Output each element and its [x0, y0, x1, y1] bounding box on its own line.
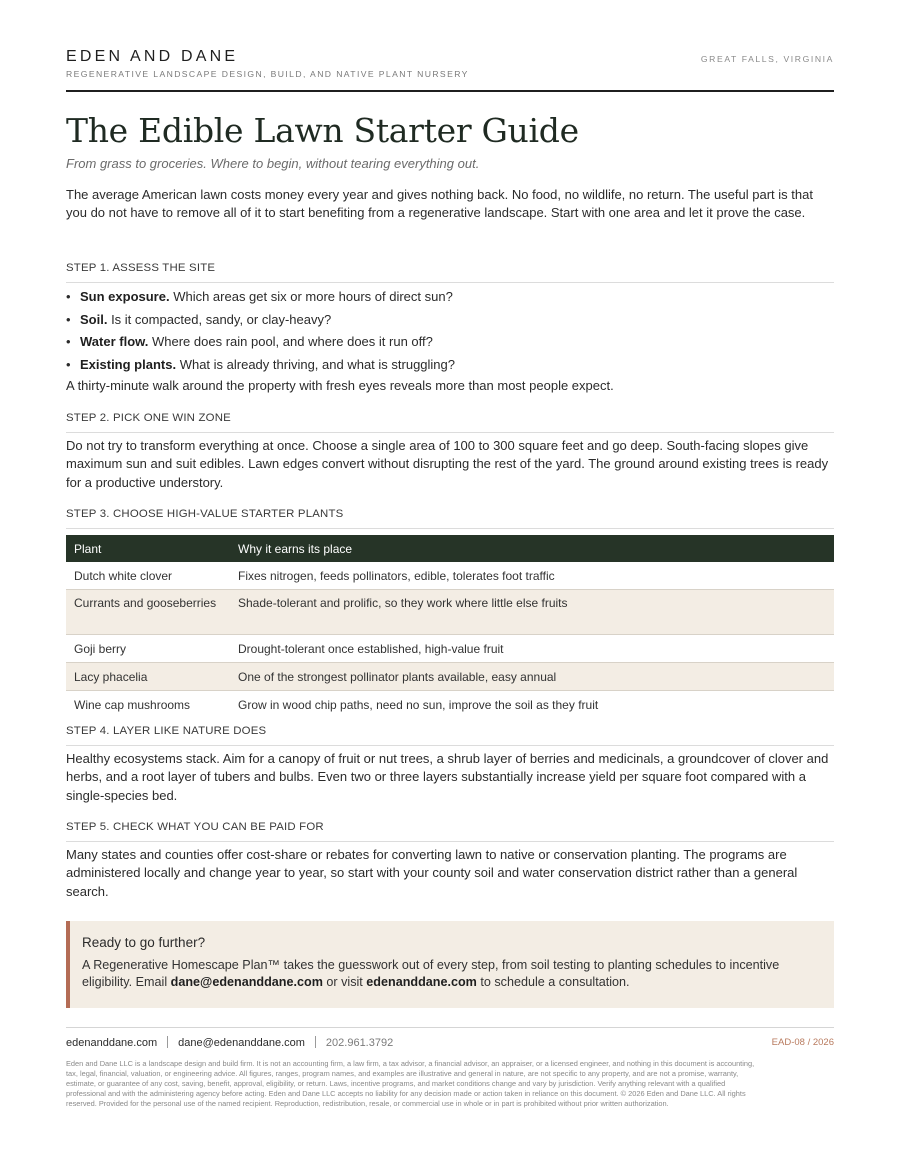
- table-row: [66, 562, 834, 590]
- column-header-plant: Plant: [74, 541, 102, 556]
- step1-note: A thirty-minute walk around the property with fresh eyes reveals more than most people expect.: [66, 378, 614, 393]
- cta-website-link[interactable]: edenanddane.com: [366, 975, 477, 989]
- bullet-term: Soil.: [80, 311, 108, 327]
- footer-divider: [315, 1036, 316, 1048]
- footer-website-link[interactable]: edenanddane.com: [66, 1037, 158, 1049]
- bullet-text: Which areas get six or more hours of direct sun?: [169, 289, 453, 304]
- bullet-term: Existing plants.: [80, 356, 177, 372]
- bullet-text: Where does rain pool, and where does it run off?: [148, 334, 433, 349]
- cta-text-part: to schedule a consultation.: [476, 975, 630, 989]
- bullet-icon: •: [66, 356, 71, 372]
- site-assessment-list: [66, 288, 834, 378]
- bullet-icon: •: [66, 311, 71, 327]
- bullet-icon: •: [66, 334, 71, 349]
- page-title: The Edible Lawn Starter Guide: [66, 111, 579, 150]
- intro-paragraph: The average American lawn costs money every year and gives nothing back. No food, no wildlife, no return. The useful part is that you do not have to remove all of it to start benefiting from a regenerative landscape. Start with one area and let it prove the case.: [66, 187, 813, 221]
- bullet-text: What is already thriving, and what is struggling?: [176, 356, 455, 372]
- footer: [66, 1027, 834, 1058]
- bullet-term: Sun exposure.: [80, 289, 170, 304]
- table-row: [66, 663, 834, 691]
- list-item: [66, 288, 834, 311]
- plant-cell: Currants and gooseberries: [74, 596, 217, 610]
- document-code: EAD-08 / 2026: [771, 1037, 834, 1048]
- cta-text-part: A Regenerative Homescape Plan™ takes the guesswork out of every step, from soil testing to planting schedules to incentive eligibility. Email: [82, 958, 780, 989]
- cta-heading: Ready to go further?: [82, 935, 206, 950]
- bullet-text: Is it compacted, sandy, or clay-heavy?: [107, 311, 332, 327]
- bullet-term: Water flow.: [80, 334, 149, 349]
- footer-contacts: [66, 1036, 393, 1049]
- cta-email-link[interactable]: dane@edenanddane.com: [170, 975, 323, 989]
- reason-cell: Fixes nitrogen, feeds pollinators, edible, tolerates foot traffic: [238, 568, 555, 583]
- table-row: [66, 590, 834, 635]
- footer-email-link[interactable]: dane@edenanddane.com: [178, 1037, 305, 1049]
- table-header-row: [66, 535, 834, 562]
- cta-text-part: or visit: [322, 975, 367, 989]
- location: GREAT FALLS, VIRGINIA: [700, 54, 834, 64]
- plant-cell: Dutch white clover: [74, 568, 173, 583]
- list-item: [66, 356, 834, 379]
- reason-cell: Drought-tolerant once established, high-value fruit: [238, 641, 504, 656]
- step5-paragraph: Many states and counties offer cost-share or rebates for converting lawn to native or conservation planting. The programs are administered locally and change year to year, so start with your county soil and water conservation district rather than a general search.: [66, 847, 798, 899]
- cta-text: [82, 957, 822, 991]
- page-subtitle: From grass to groceries. Where to begin, without tearing everything out.: [66, 156, 480, 171]
- plant-cell: Lacy phacelia: [74, 669, 148, 684]
- step5-heading: STEP 5. CHECK WHAT YOU CAN BE PAID FOR: [66, 821, 834, 842]
- list-item: [66, 311, 834, 334]
- list-item: [66, 333, 834, 356]
- bullet-icon: •: [66, 289, 71, 304]
- step2-heading: STEP 2. PICK ONE WIN ZONE: [66, 412, 834, 433]
- step1-heading: STEP 1. ASSESS THE SITE: [66, 262, 834, 283]
- starter-plants-table: [66, 535, 834, 718]
- column-header-reason: Why it earns its place: [238, 541, 353, 556]
- brand-tagline: REGENERATIVE LANDSCAPE DESIGN, BUILD, AND NATIVE PLANT NURSERY: [66, 69, 469, 79]
- reason-cell: One of the strongest pollinator plants available, easy annual: [238, 669, 557, 684]
- step2-paragraph: Do not try to transform everything at once. Choose a single area of 100 to 300 square feet and go deep. South-facing slopes give maximum sun and suit edibles. Lawn edges convert without disrupting the rest of the yard. The ground around existing trees is ready for a productive understory.: [66, 438, 829, 490]
- footer-divider: [167, 1036, 168, 1048]
- step4-heading: STEP 4. LAYER LIKE NATURE DOES: [66, 725, 834, 746]
- table-row: [66, 691, 834, 718]
- reason-cell: Shade-tolerant and prolific, so they work where little else fruits: [238, 596, 568, 610]
- table-row: [66, 635, 834, 663]
- reason-cell: Grow in wood chip paths, need no sun, improve the soil as they fruit: [238, 697, 599, 712]
- step3-heading: STEP 3. CHOOSE HIGH-VALUE STARTER PLANTS: [66, 508, 834, 529]
- cta-box: [66, 921, 834, 1008]
- plant-cell: Goji berry: [74, 641, 127, 656]
- letterhead: [66, 48, 834, 92]
- legal-disclaimer: Eden and Dane LLC is a landscape design and build firm. It is not an accounting firm, a law firm, a tax advisor, a financial advisor, an appraiser, or a licensed engineer, and nothing in this document is accounting, tax, legal, financial, valuation, or engineering advice. All figures, ranges, program names, and examples are illustrative and general in nature, are not specific to any property, and are not a promise, warranty, estimate, or guarantee of any cost, saving, benefit, approval, eligibility, or return. Laws, incentive programs, and market conditions change and vary by jurisdiction. Verify anything relevant with a qualified professional and with the administering agency before acting. Eden and Dane LLC accepts no liability for any decision made or action taken in reliance on this document. © 2026 Eden and Dane LLC. All rights reserved. Provided for the personal use of the named recipient. Reproduction, redistribution, resale, or commercial use in whole or in part is prohibited without prior written authorization.: [66, 1059, 755, 1108]
- brand-name: EDEN AND DANE: [66, 48, 239, 65]
- plant-cell: Wine cap mushrooms: [74, 697, 191, 712]
- footer-phone: 202.961.3792: [325, 1037, 394, 1049]
- step4-paragraph: Healthy ecosystems stack. Aim for a canopy of fruit or nut trees, a shrub layer of berries and medicinals, a groundcover of clover and herbs, and a root layer of tubers and bulbs. Even two or three layers substantially increase yield per square foot compared with a single-species bed.: [66, 751, 829, 803]
